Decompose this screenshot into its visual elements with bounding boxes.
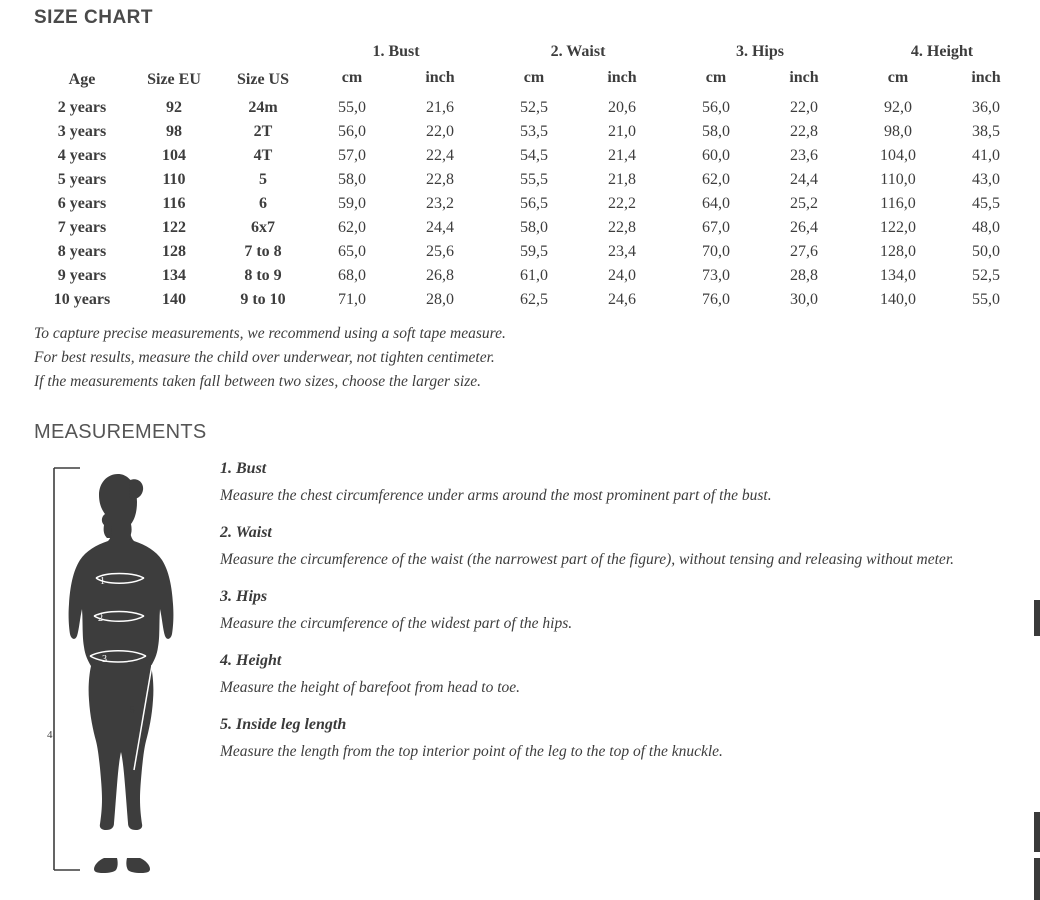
description-title: 2. Waist bbox=[220, 524, 272, 541]
figure-label-1: 1 bbox=[100, 576, 105, 587]
description-text: Measure the chest circumference under arms around the most prominent part of the bust. bbox=[220, 487, 772, 504]
page-edge-mark-3 bbox=[1034, 858, 1040, 900]
cell-waist_in: 21,8 bbox=[608, 171, 636, 188]
description-title: 1. Bust bbox=[220, 460, 267, 477]
cell-height_in: 38,5 bbox=[972, 123, 1000, 140]
cell-hips_in: 22,8 bbox=[790, 123, 818, 140]
cell-age: 9 years bbox=[57, 267, 107, 284]
cell-age: 2 years bbox=[57, 99, 107, 116]
cell-us: 4T bbox=[253, 147, 273, 164]
header-bust-inch: inch bbox=[425, 69, 455, 86]
cell-hips_in: 27,6 bbox=[790, 243, 818, 260]
figure-label-5: 5 bbox=[130, 705, 135, 716]
cell-waist_cm: 62,5 bbox=[520, 291, 548, 308]
size-chart-heading: SIZE CHART bbox=[34, 7, 153, 28]
description-item bbox=[220, 652, 1020, 700]
description-item bbox=[220, 524, 1020, 572]
header-waist-cm: cm bbox=[523, 69, 545, 86]
figure-label-4: 4 bbox=[47, 729, 53, 741]
cell-hips_cm: 73,0 bbox=[702, 267, 730, 284]
cell-hips_cm: 67,0 bbox=[702, 219, 730, 236]
cell-eu: 116 bbox=[162, 195, 186, 212]
description-item bbox=[220, 716, 1020, 764]
description-text: Measure the length from the top interior point of the leg to the top of the knuckle. bbox=[220, 743, 723, 760]
cell-bust_cm: 62,0 bbox=[338, 219, 366, 236]
cell-height_cm: 140,0 bbox=[880, 291, 916, 308]
cell-height_cm: 134,0 bbox=[880, 267, 916, 284]
table-row bbox=[34, 168, 1030, 192]
cell-hips_in: 22,0 bbox=[790, 99, 818, 116]
table-row bbox=[34, 96, 1030, 120]
height-bracket-icon bbox=[54, 468, 80, 870]
cell-us: 6 bbox=[259, 195, 267, 212]
note-line: If the measurements taken fall between two sizes, choose the larger size. bbox=[34, 373, 481, 390]
description-title: 3. Hips bbox=[220, 588, 268, 605]
cell-height_in: 45,5 bbox=[972, 195, 1000, 212]
header-hips-cm: cm bbox=[705, 69, 727, 86]
cell-hips_in: 23,6 bbox=[790, 147, 818, 164]
cell-height_cm: 110,0 bbox=[880, 171, 916, 188]
cell-waist_in: 22,2 bbox=[608, 195, 636, 212]
header-height-cm: cm bbox=[887, 69, 909, 86]
cell-bust_in: 22,8 bbox=[426, 171, 454, 188]
cell-waist_cm: 52,5 bbox=[520, 99, 548, 116]
cell-bust_cm: 57,0 bbox=[338, 147, 366, 164]
cell-bust_in: 21,6 bbox=[426, 99, 454, 116]
description-text: Measure the circumference of the widest part of the hips. bbox=[220, 615, 573, 632]
cell-bust_cm: 56,0 bbox=[338, 123, 366, 140]
cell-waist_in: 24,6 bbox=[608, 291, 636, 308]
header-height: 4. Height bbox=[910, 43, 974, 60]
cell-age: 4 years bbox=[57, 147, 107, 164]
cell-bust_in: 26,8 bbox=[426, 267, 454, 284]
note-line: For best results, measure the child over underwear, not tighten centimeter. bbox=[34, 349, 495, 366]
cell-bust_in: 23,2 bbox=[426, 195, 454, 212]
cell-us: 8 to 9 bbox=[244, 267, 282, 284]
cell-bust_cm: 68,0 bbox=[338, 267, 366, 284]
header-age bbox=[34, 40, 130, 66]
header-waist: 2. Waist bbox=[550, 43, 606, 60]
body-figure bbox=[34, 460, 214, 890]
cell-eu: 128 bbox=[162, 243, 186, 260]
cell-age: 3 years bbox=[57, 123, 107, 140]
note-line: To capture precise measurements, we recommend using a soft tape measure. bbox=[34, 325, 506, 342]
table-row bbox=[34, 264, 1030, 288]
description-text: Measure the height of barefoot from head to toe. bbox=[220, 679, 521, 696]
cell-height_cm: 104,0 bbox=[880, 147, 916, 164]
header-bust: 1. Bust bbox=[372, 43, 420, 60]
header-height-inch: inch bbox=[971, 69, 1001, 86]
measurements-heading: MEASUREMENTS bbox=[34, 421, 207, 443]
header-size-us bbox=[218, 40, 308, 66]
figure-label-3: 3 bbox=[102, 654, 107, 665]
cell-us: 5 bbox=[259, 171, 267, 188]
cell-bust_in: 24,4 bbox=[426, 219, 454, 236]
cell-waist_in: 20,6 bbox=[608, 99, 636, 116]
cell-bust_cm: 65,0 bbox=[338, 243, 366, 260]
cell-waist_cm: 56,5 bbox=[520, 195, 548, 212]
table-row bbox=[34, 288, 1030, 312]
size-chart-table bbox=[34, 40, 1030, 312]
cell-hips_cm: 70,0 bbox=[702, 243, 730, 260]
cell-waist_in: 21,0 bbox=[608, 123, 636, 140]
cell-hips_cm: 58,0 bbox=[702, 123, 730, 140]
silhouette-shape bbox=[69, 474, 174, 873]
cell-waist_in: 23,4 bbox=[608, 243, 636, 260]
cell-hips_in: 28,8 bbox=[790, 267, 818, 284]
cell-height_in: 48,0 bbox=[972, 219, 1000, 236]
description-title: 5. Inside leg length bbox=[220, 716, 347, 733]
cell-waist_cm: 59,5 bbox=[520, 243, 548, 260]
cell-hips_in: 25,2 bbox=[790, 195, 818, 212]
cell-us: 9 to 10 bbox=[240, 291, 286, 308]
cell-bust_cm: 59,0 bbox=[338, 195, 366, 212]
cell-height_cm: 98,0 bbox=[884, 123, 912, 140]
cell-bust_cm: 55,0 bbox=[338, 99, 366, 116]
measurement-notes bbox=[34, 322, 506, 394]
cell-us: 24m bbox=[248, 99, 278, 116]
table-row bbox=[34, 192, 1030, 216]
cell-hips_cm: 60,0 bbox=[702, 147, 730, 164]
cell-height_in: 52,5 bbox=[972, 267, 1000, 284]
cell-hips_cm: 64,0 bbox=[702, 195, 730, 212]
cell-hips_cm: 76,0 bbox=[702, 291, 730, 308]
table-row bbox=[34, 240, 1030, 264]
cell-eu: 92 bbox=[166, 99, 182, 116]
table-row bbox=[34, 120, 1030, 144]
cell-eu: 134 bbox=[162, 267, 186, 284]
description-title: 4. Height bbox=[220, 652, 282, 669]
description-text: Measure the circumference of the waist (the narrowest part of the figure), without tensing and releasing without meter. bbox=[220, 551, 955, 568]
cell-age: 7 years bbox=[57, 219, 107, 236]
cell-bust_cm: 58,0 bbox=[338, 171, 366, 188]
cell-hips_cm: 56,0 bbox=[702, 99, 730, 116]
cell-eu: 110 bbox=[162, 171, 186, 188]
page-edge-mark-1 bbox=[1034, 600, 1040, 636]
header-hips-inch: inch bbox=[789, 69, 819, 86]
page-edge-mark-2 bbox=[1034, 812, 1040, 852]
description-item bbox=[220, 460, 1020, 508]
cell-height_cm: 92,0 bbox=[884, 99, 912, 116]
cell-us: 2T bbox=[253, 123, 273, 140]
description-item bbox=[220, 588, 1020, 636]
cell-height_cm: 116,0 bbox=[880, 195, 916, 212]
header-size-us-label: Size US bbox=[237, 71, 289, 88]
cell-height_in: 50,0 bbox=[972, 243, 1000, 260]
cell-age: 5 years bbox=[57, 171, 107, 188]
cell-height_in: 36,0 bbox=[972, 99, 1000, 116]
header-age-label: Age bbox=[68, 71, 96, 88]
header-waist-inch: inch bbox=[607, 69, 637, 86]
cell-waist_in: 24,0 bbox=[608, 267, 636, 284]
header-size-eu bbox=[130, 40, 218, 66]
table-unit-header-row bbox=[34, 66, 1030, 96]
table-row bbox=[34, 144, 1030, 168]
cell-hips_in: 30,0 bbox=[790, 291, 818, 308]
cell-waist_in: 21,4 bbox=[608, 147, 636, 164]
cell-bust_in: 25,6 bbox=[426, 243, 454, 260]
table-row bbox=[34, 216, 1030, 240]
cell-hips_in: 26,4 bbox=[790, 219, 818, 236]
header-hips: 3. Hips bbox=[735, 43, 784, 60]
cell-eu: 122 bbox=[162, 219, 186, 236]
cell-height_in: 41,0 bbox=[972, 147, 1000, 164]
cell-eu: 104 bbox=[162, 147, 186, 164]
table-group-header-row bbox=[34, 40, 1030, 66]
cell-bust_in: 22,0 bbox=[426, 123, 454, 140]
cell-bust_in: 28,0 bbox=[426, 291, 454, 308]
female-silhouette-icon bbox=[34, 460, 214, 890]
cell-height_in: 43,0 bbox=[972, 171, 1000, 188]
cell-waist_cm: 58,0 bbox=[520, 219, 548, 236]
table-header bbox=[34, 40, 1030, 96]
cell-waist_in: 22,8 bbox=[608, 219, 636, 236]
cell-height_cm: 128,0 bbox=[880, 243, 916, 260]
cell-waist_cm: 61,0 bbox=[520, 267, 548, 284]
cell-us: 7 to 8 bbox=[244, 243, 282, 260]
header-size-eu-label: Size EU bbox=[147, 71, 201, 88]
cell-bust_in: 22,4 bbox=[426, 147, 454, 164]
table-body bbox=[34, 96, 1030, 312]
cell-eu: 98 bbox=[166, 123, 182, 140]
cell-waist_cm: 53,5 bbox=[520, 123, 548, 140]
cell-hips_in: 24,4 bbox=[790, 171, 818, 188]
cell-bust_cm: 71,0 bbox=[338, 291, 366, 308]
header-bust-cm: cm bbox=[341, 69, 363, 86]
cell-eu: 140 bbox=[162, 291, 186, 308]
cell-waist_cm: 55,5 bbox=[520, 171, 548, 188]
cell-hips_cm: 62,0 bbox=[702, 171, 730, 188]
cell-height_cm: 122,0 bbox=[880, 219, 916, 236]
measurement-descriptions bbox=[220, 460, 1020, 780]
cell-age: 10 years bbox=[53, 291, 111, 308]
cell-us: 6x7 bbox=[251, 219, 275, 236]
cell-waist_cm: 54,5 bbox=[520, 147, 548, 164]
figure-label-2: 2 bbox=[98, 613, 103, 624]
cell-age: 8 years bbox=[57, 243, 107, 260]
cell-height_in: 55,0 bbox=[972, 291, 1000, 308]
cell-age: 6 years bbox=[57, 195, 107, 212]
